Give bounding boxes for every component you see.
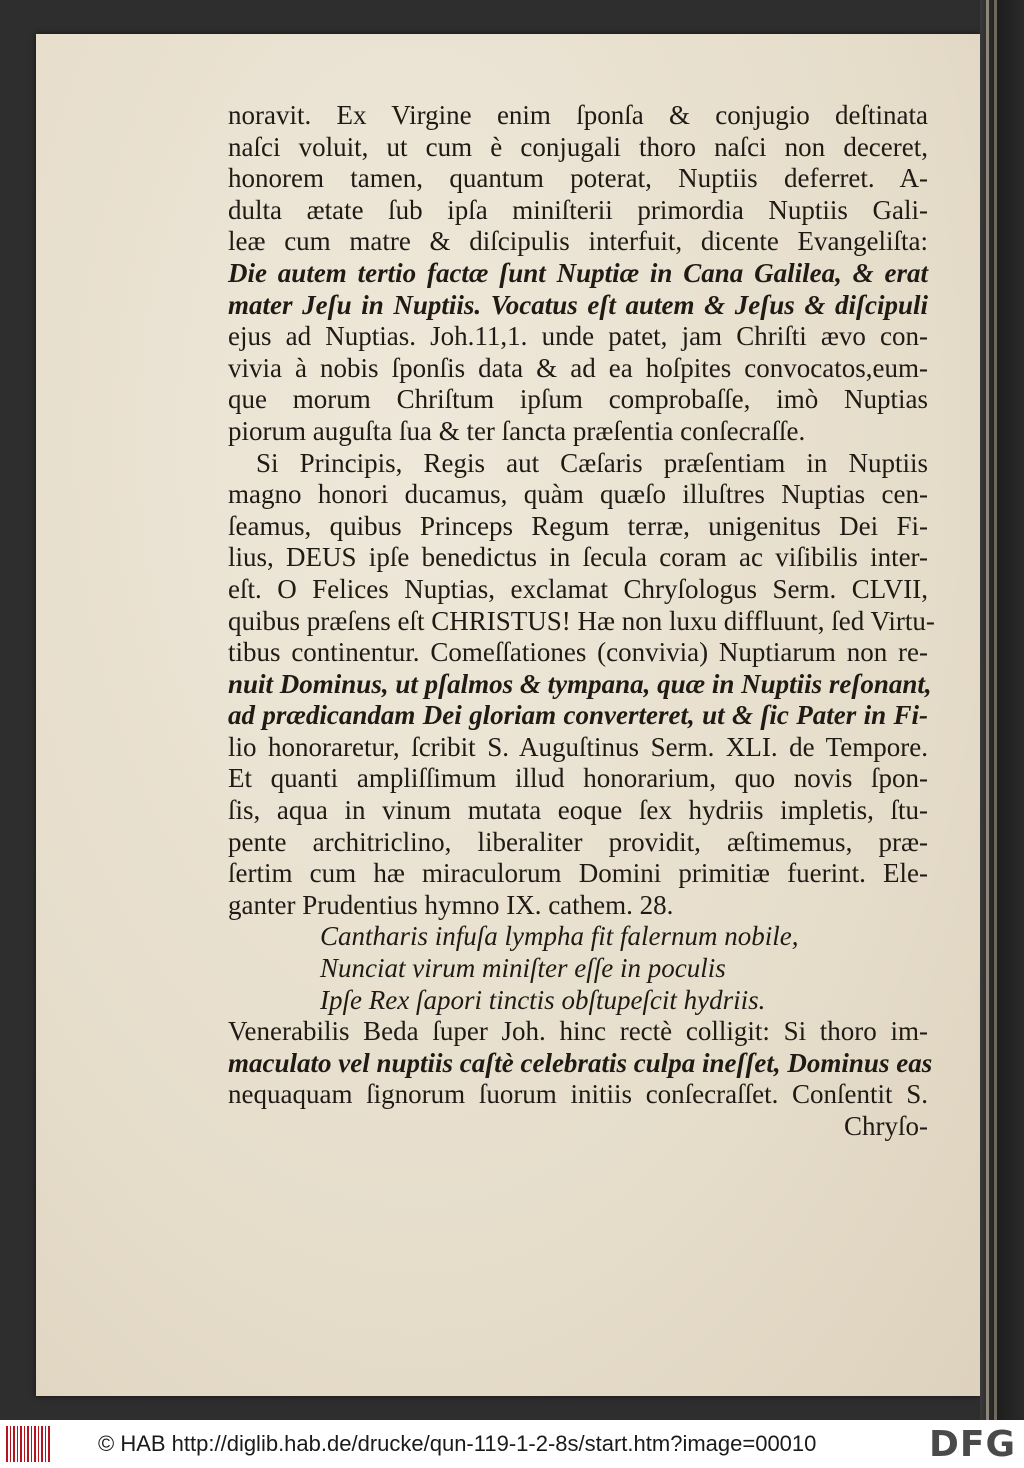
text-line: piorum auguſta ſua & ter ſancta præſentia conſecraſſe. — [228, 415, 806, 446]
text-line: naſci voluit, ut cum è conjugali thoro naſci non deceret, — [228, 131, 928, 162]
text-line: maculato vel nuptiis caſtè celebratis culpa ineſſet, Dominus eas — [228, 1047, 933, 1078]
text-line: magno honori ducamus, quàm quæſo illuſtres Nuptias cen- — [228, 479, 928, 510]
text-line: vivia à nobis ſponſis data & ad ea hoſpites convocatos,eum- — [228, 352, 928, 383]
text-line: ganter Prudentius hymno IX. cathem. 28. — [228, 889, 674, 920]
text-line: quibus præſens eſt CHRISTUS! Hæ non luxu diffluunt, ſed Virtu- — [228, 605, 935, 636]
text-line: Si Principis, Regis aut Cæſaris præſentiam in Nuptiis — [256, 447, 928, 478]
text-line: dulta ætate ſub ipſa miniſterii primordia Nuptiis Gali- — [228, 194, 928, 225]
text-line: eſt. O Felices Nuptias, exclamat Chryſologus Serm. CLVII, — [228, 573, 928, 604]
verse-line: Ipſe Rex ſapori tinctis obſtupeſcit hydriis. — [320, 984, 766, 1015]
text-line: tibus continentur. Comeſſationes (convivia) Nuptiarum non re- — [228, 637, 928, 668]
text-line: lio honoraretur, ſcribit S. Auguſtinus Serm. XLI. de Tempore. — [228, 731, 928, 762]
text-line: Venerabilis Beda ſuper Joh. hinc rectè colligit: Si thoro im- — [228, 1016, 928, 1047]
text-line: nequaquam ſignorum ſuorum initiis conſecraſſet. Conſentit S. — [228, 1079, 928, 1110]
copyright-link[interactable]: © HAB http://diglib.hab.de/drucke/qun-119-1-2-8s/start.htm?image=00010 — [98, 1431, 817, 1456]
text-line: leæ cum matre & diſcipulis interfuit, dicente Evangeliſta: — [228, 226, 928, 257]
text-line: mater Jeſu in Nuptiis. Vocatus eſt autem & Jeſus & diſcipuli — [228, 289, 928, 320]
text-line: ad prædicandam Dei gloriam converteret, ut & ſic Pater in Fi- — [228, 700, 928, 731]
text-line: lius, DEUS ipſe benedictus in ſecula coram ac viſibilis inter- — [228, 542, 928, 573]
text-line: nuit Dominus, ut pſalmos & tympana, quæ in Nuptiis reſonant, — [228, 668, 932, 699]
text-line: ſertim cum hæ miraculorum Domini primitiæ fuerint. Ele- — [228, 858, 928, 889]
text-line: ſis, aqua in vinum mutata eoque ſex hydriis impletis, ſtu- — [228, 795, 928, 826]
verse-line: Nunciat virum miniſter eſſe in poculis — [320, 953, 726, 984]
catchword: Chryſo- — [844, 1111, 928, 1141]
text-line: Et quanti ampliſſimum illud honorarium, quo novis ſpon- — [228, 763, 928, 794]
text-line: ejus ad Nuptias. Joh.11,1. unde patet, jam Chriſti ævo con- — [228, 321, 928, 352]
text-line: pente architriclino, liberaliter providit, æſtimemus, præ- — [228, 826, 928, 857]
dfg-logo: DFG — [928, 1424, 1016, 1465]
page-stack-edge — [980, 0, 1024, 1420]
text-line: que morum Chriſtum ipſum comprobaſſe, imò Nuptias — [228, 384, 928, 415]
text-line: noravit. Ex Virgine enim ſponſa & conjugio deſtinata — [228, 100, 928, 130]
text-line: honorem tamen, quantum poterat, Nuptiis deferret. A- — [228, 163, 928, 194]
edge-line — [986, 0, 989, 1420]
text-line: Die autem tertio factæ ſunt Nuptiæ in Cana Galilea, & erat — [228, 257, 928, 288]
viewer-footer — [0, 1420, 1024, 1468]
page-text — [228, 100, 935, 1143]
edge-line — [994, 0, 997, 1420]
verse-line: Cantharis infuſa lympha fit falernum nobile, — [320, 921, 799, 952]
text-line: ſeamus, quibus Princeps Regum terræ, unigenitus Dei Fi- — [228, 510, 928, 541]
barcode-icon — [6, 1426, 50, 1462]
